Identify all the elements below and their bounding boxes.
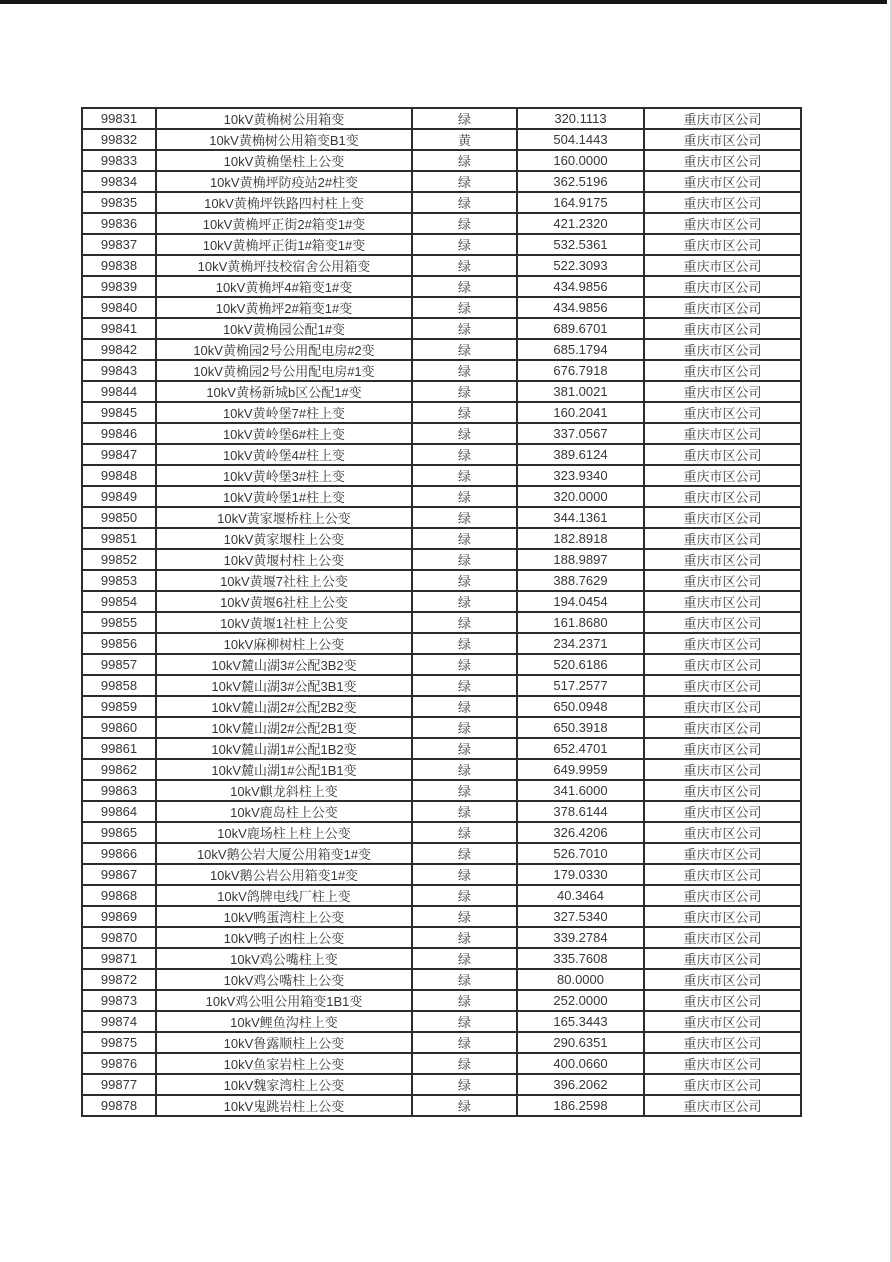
cell-value: 320.1113 [517, 108, 644, 129]
cell-row-id: 99875 [82, 1032, 156, 1053]
cell-device-name: 10kV黄堰村柱上公变 [156, 549, 412, 570]
cell-value: 80.0000 [517, 969, 644, 990]
cell-status-label: 绿 [412, 213, 517, 234]
cell-value: 234.2371 [517, 633, 644, 654]
cell-value: 161.8680 [517, 612, 644, 633]
table-row [82, 339, 801, 360]
table-row [82, 108, 801, 129]
table-row [82, 297, 801, 318]
cell-company: 重庆市区公司 [644, 1095, 801, 1116]
cell-device-name: 10kV麓山湖2#公配2B2变 [156, 696, 412, 717]
cell-device-name: 10kV黄家堰桥柱上公变 [156, 507, 412, 528]
cell-company: 重庆市区公司 [644, 360, 801, 381]
cell-company: 重庆市区公司 [644, 402, 801, 423]
cell-value: 179.0330 [517, 864, 644, 885]
cell-company: 重庆市区公司 [644, 612, 801, 633]
cell-device-name: 10kV鹿场柱上柱上公变 [156, 822, 412, 843]
cell-device-name: 10kV黄杨新城b区公配1#变 [156, 381, 412, 402]
cell-device-name: 10kV黄桷园公配1#变 [156, 318, 412, 339]
cell-company: 重庆市区公司 [644, 738, 801, 759]
table-row [82, 402, 801, 423]
cell-value: 381.0021 [517, 381, 644, 402]
cell-device-name: 10kV鸡公咀公用箱变1B1变 [156, 990, 412, 1011]
cell-status-label: 绿 [412, 759, 517, 780]
cell-status-label: 绿 [412, 801, 517, 822]
cell-status-label: 绿 [412, 1074, 517, 1095]
cell-device-name: 10kV麒龙斜柱上变 [156, 780, 412, 801]
cell-value: 160.0000 [517, 150, 644, 171]
cell-row-id: 99867 [82, 864, 156, 885]
cell-device-name: 10kV黄桷树公用箱变B1变 [156, 129, 412, 150]
cell-status-label: 绿 [412, 486, 517, 507]
cell-row-id: 99863 [82, 780, 156, 801]
cell-status-label: 绿 [412, 948, 517, 969]
cell-status-label: 绿 [412, 927, 517, 948]
cell-company: 重庆市区公司 [644, 444, 801, 465]
cell-row-id: 99857 [82, 654, 156, 675]
table-body [82, 108, 801, 1116]
cell-company: 重庆市区公司 [644, 108, 801, 129]
cell-device-name: 10kV鸡公嘴柱上公变 [156, 969, 412, 990]
cell-company: 重庆市区公司 [644, 192, 801, 213]
table-row [82, 843, 801, 864]
cell-value: 327.5340 [517, 906, 644, 927]
table-row [82, 822, 801, 843]
cell-status-label: 绿 [412, 717, 517, 738]
cell-company: 重庆市区公司 [644, 717, 801, 738]
table-row [82, 591, 801, 612]
cell-company: 重庆市区公司 [644, 801, 801, 822]
cell-company: 重庆市区公司 [644, 465, 801, 486]
table-row [82, 738, 801, 759]
cell-value: 341.6000 [517, 780, 644, 801]
table-row [82, 654, 801, 675]
cell-value: 378.6144 [517, 801, 644, 822]
cell-company: 重庆市区公司 [644, 864, 801, 885]
cell-row-id: 99856 [82, 633, 156, 654]
cell-row-id: 99854 [82, 591, 156, 612]
scan-artifact-top-bar [0, 0, 887, 4]
cell-row-id: 99850 [82, 507, 156, 528]
cell-device-name: 10kV黄堰7社柱上公变 [156, 570, 412, 591]
cell-device-name: 10kV麓山湖3#公配3B2变 [156, 654, 412, 675]
cell-status-label: 绿 [412, 444, 517, 465]
table-row [82, 759, 801, 780]
cell-status-label: 绿 [412, 465, 517, 486]
cell-company: 重庆市区公司 [644, 759, 801, 780]
cell-device-name: 10kV麓山湖2#公配2B1变 [156, 717, 412, 738]
cell-status-label: 绿 [412, 696, 517, 717]
cell-device-name: 10kV麓山湖1#公配1B1变 [156, 759, 412, 780]
cell-row-id: 99848 [82, 465, 156, 486]
cell-device-name: 10kV黄桷园2号公用配电房#1变 [156, 360, 412, 381]
table-row [82, 192, 801, 213]
cell-company: 重庆市区公司 [644, 906, 801, 927]
transformer-status-table [81, 107, 802, 1117]
table-row [82, 444, 801, 465]
cell-row-id: 99868 [82, 885, 156, 906]
cell-status-label: 绿 [412, 822, 517, 843]
cell-device-name: 10kV黄桷坪4#箱变1#变 [156, 276, 412, 297]
cell-company: 重庆市区公司 [644, 885, 801, 906]
table-row [82, 780, 801, 801]
cell-status-label: 绿 [412, 1095, 517, 1116]
cell-company: 重庆市区公司 [644, 822, 801, 843]
cell-device-name: 10kV黄桷坪正街1#箱变1#变 [156, 234, 412, 255]
cell-company: 重庆市区公司 [644, 234, 801, 255]
cell-device-name: 10kV麓山湖3#公配3B1变 [156, 675, 412, 696]
cell-status-label: 绿 [412, 192, 517, 213]
cell-row-id: 99840 [82, 297, 156, 318]
cell-device-name: 10kV黄桷堡柱上公变 [156, 150, 412, 171]
cell-device-name: 10kV鲤鱼沟柱上变 [156, 1011, 412, 1032]
table-row [82, 549, 801, 570]
cell-status-label: 绿 [412, 171, 517, 192]
cell-row-id: 99837 [82, 234, 156, 255]
cell-status-label: 绿 [412, 381, 517, 402]
cell-device-name: 10kV魏家湾柱上公变 [156, 1074, 412, 1095]
cell-status-label: 绿 [412, 318, 517, 339]
cell-row-id: 99838 [82, 255, 156, 276]
cell-status-label: 绿 [412, 150, 517, 171]
cell-status-label: 绿 [412, 360, 517, 381]
cell-company: 重庆市区公司 [644, 570, 801, 591]
cell-status-label: 绿 [412, 255, 517, 276]
table-row [82, 465, 801, 486]
cell-company: 重庆市区公司 [644, 318, 801, 339]
cell-row-id: 99845 [82, 402, 156, 423]
cell-company: 重庆市区公司 [644, 1032, 801, 1053]
cell-company: 重庆市区公司 [644, 1074, 801, 1095]
cell-device-name: 10kV黄岭堡4#柱上变 [156, 444, 412, 465]
cell-value: 526.7010 [517, 843, 644, 864]
cell-device-name: 10kV鬼跳岩柱上公变 [156, 1095, 412, 1116]
cell-status-label: 绿 [412, 990, 517, 1011]
cell-status-label: 绿 [412, 423, 517, 444]
cell-row-id: 99877 [82, 1074, 156, 1095]
cell-row-id: 99874 [82, 1011, 156, 1032]
cell-row-id: 99878 [82, 1095, 156, 1116]
cell-value: 165.3443 [517, 1011, 644, 1032]
cell-value: 649.9959 [517, 759, 644, 780]
table-row [82, 129, 801, 150]
table-row [82, 486, 801, 507]
cell-value: 337.0567 [517, 423, 644, 444]
table-row [82, 801, 801, 822]
cell-value: 434.9856 [517, 297, 644, 318]
cell-row-id: 99835 [82, 192, 156, 213]
table-row [82, 150, 801, 171]
cell-status-label: 绿 [412, 864, 517, 885]
cell-row-id: 99847 [82, 444, 156, 465]
cell-value: 40.3464 [517, 885, 644, 906]
table-row [82, 927, 801, 948]
cell-device-name: 10kV黄堰1社柱上公变 [156, 612, 412, 633]
table-row [82, 381, 801, 402]
cell-value: 362.5196 [517, 171, 644, 192]
cell-value: 186.2598 [517, 1095, 644, 1116]
cell-device-name: 10kV黄堰6社柱上公变 [156, 591, 412, 612]
table-row [82, 1032, 801, 1053]
cell-device-name: 10kV黄岭堡3#柱上变 [156, 465, 412, 486]
cell-status-label: 绿 [412, 1053, 517, 1074]
cell-device-name: 10kV鹅公岩公用箱变1#变 [156, 864, 412, 885]
cell-value: 689.6701 [517, 318, 644, 339]
cell-company: 重庆市区公司 [644, 339, 801, 360]
cell-device-name: 10kV黄桷坪防疫站2#柱变 [156, 171, 412, 192]
table-row [82, 423, 801, 444]
cell-row-id: 99861 [82, 738, 156, 759]
cell-company: 重庆市区公司 [644, 297, 801, 318]
cell-company: 重庆市区公司 [644, 675, 801, 696]
cell-status-label: 黄 [412, 129, 517, 150]
cell-status-label: 绿 [412, 738, 517, 759]
cell-row-id: 99836 [82, 213, 156, 234]
cell-company: 重庆市区公司 [644, 549, 801, 570]
cell-status-label: 绿 [412, 906, 517, 927]
cell-value: 520.6186 [517, 654, 644, 675]
cell-row-id: 99860 [82, 717, 156, 738]
cell-row-id: 99873 [82, 990, 156, 1011]
cell-company: 重庆市区公司 [644, 948, 801, 969]
cell-status-label: 绿 [412, 528, 517, 549]
table-row [82, 234, 801, 255]
cell-row-id: 99865 [82, 822, 156, 843]
table-row [82, 360, 801, 381]
cell-status-label: 绿 [412, 402, 517, 423]
cell-status-label: 绿 [412, 108, 517, 129]
cell-status-label: 绿 [412, 843, 517, 864]
table-row [82, 213, 801, 234]
table-row [82, 255, 801, 276]
cell-row-id: 99844 [82, 381, 156, 402]
cell-status-label: 绿 [412, 1032, 517, 1053]
cell-row-id: 99834 [82, 171, 156, 192]
cell-status-label: 绿 [412, 297, 517, 318]
cell-row-id: 99849 [82, 486, 156, 507]
table-row [82, 696, 801, 717]
table-row [82, 171, 801, 192]
cell-status-label: 绿 [412, 591, 517, 612]
cell-row-id: 99832 [82, 129, 156, 150]
cell-row-id: 99851 [82, 528, 156, 549]
cell-row-id: 99871 [82, 948, 156, 969]
table-row [82, 528, 801, 549]
cell-company: 重庆市区公司 [644, 927, 801, 948]
cell-company: 重庆市区公司 [644, 1011, 801, 1032]
cell-company: 重庆市区公司 [644, 1053, 801, 1074]
cell-device-name: 10kV黄桷园2号公用配电房#2变 [156, 339, 412, 360]
cell-device-name: 10kV黄岭堡6#柱上变 [156, 423, 412, 444]
cell-value: 320.0000 [517, 486, 644, 507]
cell-device-name: 10kV鸭蛋湾柱上公变 [156, 906, 412, 927]
cell-row-id: 99846 [82, 423, 156, 444]
cell-value: 650.0948 [517, 696, 644, 717]
cell-row-id: 99852 [82, 549, 156, 570]
table-row [82, 948, 801, 969]
cell-company: 重庆市区公司 [644, 843, 801, 864]
cell-company: 重庆市区公司 [644, 990, 801, 1011]
cell-device-name: 10kV鲁露顺柱上公变 [156, 1032, 412, 1053]
cell-company: 重庆市区公司 [644, 969, 801, 990]
cell-company: 重庆市区公司 [644, 507, 801, 528]
cell-device-name: 10kV黄桷坪2#箱变1#变 [156, 297, 412, 318]
cell-value: 685.1794 [517, 339, 644, 360]
cell-company: 重庆市区公司 [644, 381, 801, 402]
table-row [82, 969, 801, 990]
cell-device-name: 10kV麓山湖1#公配1B2变 [156, 738, 412, 759]
cell-value: 532.5361 [517, 234, 644, 255]
cell-status-label: 绿 [412, 1011, 517, 1032]
cell-row-id: 99862 [82, 759, 156, 780]
cell-value: 290.6351 [517, 1032, 644, 1053]
table-row [82, 276, 801, 297]
cell-value: 335.7608 [517, 948, 644, 969]
cell-row-id: 99858 [82, 675, 156, 696]
cell-value: 504.1443 [517, 129, 644, 150]
cell-device-name: 10kV鸡公嘴柱上变 [156, 948, 412, 969]
table-row [82, 507, 801, 528]
cell-value: 194.0454 [517, 591, 644, 612]
cell-status-label: 绿 [412, 633, 517, 654]
cell-value: 400.0660 [517, 1053, 644, 1074]
cell-status-label: 绿 [412, 507, 517, 528]
cell-row-id: 99872 [82, 969, 156, 990]
table-row [82, 864, 801, 885]
cell-device-name: 10kV黄桷树公用箱变 [156, 108, 412, 129]
cell-company: 重庆市区公司 [644, 423, 801, 444]
table-row [82, 612, 801, 633]
cell-company: 重庆市区公司 [644, 276, 801, 297]
cell-value: 522.3093 [517, 255, 644, 276]
cell-status-label: 绿 [412, 549, 517, 570]
cell-company: 重庆市区公司 [644, 255, 801, 276]
cell-value: 434.9856 [517, 276, 644, 297]
cell-value: 252.0000 [517, 990, 644, 1011]
cell-value: 326.4206 [517, 822, 644, 843]
cell-status-label: 绿 [412, 780, 517, 801]
table-row [82, 1095, 801, 1116]
cell-value: 323.9340 [517, 465, 644, 486]
cell-status-label: 绿 [412, 339, 517, 360]
cell-row-id: 99864 [82, 801, 156, 822]
cell-company: 重庆市区公司 [644, 633, 801, 654]
cell-value: 344.1361 [517, 507, 644, 528]
cell-status-label: 绿 [412, 969, 517, 990]
table-row [82, 990, 801, 1011]
cell-status-label: 绿 [412, 885, 517, 906]
cell-value: 339.2784 [517, 927, 644, 948]
cell-company: 重庆市区公司 [644, 129, 801, 150]
cell-device-name: 10kV麻柳树柱上公变 [156, 633, 412, 654]
table-row [82, 906, 801, 927]
cell-company: 重庆市区公司 [644, 486, 801, 507]
cell-device-name: 10kV黄桷坪铁路四村柱上变 [156, 192, 412, 213]
cell-device-name: 10kV鹅公岩大厦公用箱变1#变 [156, 843, 412, 864]
cell-row-id: 99876 [82, 1053, 156, 1074]
cell-row-id: 99859 [82, 696, 156, 717]
cell-company: 重庆市区公司 [644, 696, 801, 717]
cell-status-label: 绿 [412, 276, 517, 297]
cell-status-label: 绿 [412, 654, 517, 675]
cell-value: 676.7918 [517, 360, 644, 381]
table-row [82, 1011, 801, 1032]
cell-row-id: 99831 [82, 108, 156, 129]
cell-value: 517.2577 [517, 675, 644, 696]
cell-value: 650.3918 [517, 717, 644, 738]
cell-row-id: 99870 [82, 927, 156, 948]
cell-device-name: 10kV黄家堰柱上公变 [156, 528, 412, 549]
cell-row-id: 99866 [82, 843, 156, 864]
table-row [82, 1053, 801, 1074]
table-row [82, 717, 801, 738]
table-row [82, 570, 801, 591]
cell-value: 652.4701 [517, 738, 644, 759]
cell-row-id: 99853 [82, 570, 156, 591]
cell-status-label: 绿 [412, 234, 517, 255]
cell-company: 重庆市区公司 [644, 654, 801, 675]
cell-company: 重庆市区公司 [644, 528, 801, 549]
cell-company: 重庆市区公司 [644, 213, 801, 234]
cell-device-name: 10kV鱼家岩柱上公变 [156, 1053, 412, 1074]
cell-company: 重庆市区公司 [644, 150, 801, 171]
cell-row-id: 99839 [82, 276, 156, 297]
cell-row-id: 99841 [82, 318, 156, 339]
cell-row-id: 99843 [82, 360, 156, 381]
cell-device-name: 10kV黄桷坪技校宿舍公用箱变 [156, 255, 412, 276]
cell-device-name: 10kV黄岭堡7#柱上变 [156, 402, 412, 423]
cell-value: 160.2041 [517, 402, 644, 423]
cell-row-id: 99833 [82, 150, 156, 171]
cell-row-id: 99869 [82, 906, 156, 927]
cell-value: 188.9897 [517, 549, 644, 570]
cell-status-label: 绿 [412, 570, 517, 591]
cell-value: 421.2320 [517, 213, 644, 234]
cell-value: 182.8918 [517, 528, 644, 549]
cell-company: 重庆市区公司 [644, 780, 801, 801]
cell-company: 重庆市区公司 [644, 171, 801, 192]
cell-row-id: 99842 [82, 339, 156, 360]
cell-company: 重庆市区公司 [644, 591, 801, 612]
cell-device-name: 10kV鸭子凼柱上公变 [156, 927, 412, 948]
cell-device-name: 10kV鹿岛柱上公变 [156, 801, 412, 822]
table-row [82, 1074, 801, 1095]
table-row [82, 633, 801, 654]
cell-device-name: 10kV黄岭堡1#柱上变 [156, 486, 412, 507]
table-row [82, 318, 801, 339]
cell-value: 396.2062 [517, 1074, 644, 1095]
cell-status-label: 绿 [412, 612, 517, 633]
cell-value: 388.7629 [517, 570, 644, 591]
cell-device-name: 10kV鸽牌电线厂柱上变 [156, 885, 412, 906]
table-row [82, 885, 801, 906]
cell-status-label: 绿 [412, 675, 517, 696]
cell-value: 164.9175 [517, 192, 644, 213]
cell-value: 389.6124 [517, 444, 644, 465]
cell-device-name: 10kV黄桷坪正街2#箱变1#变 [156, 213, 412, 234]
table-row [82, 675, 801, 696]
cell-row-id: 99855 [82, 612, 156, 633]
